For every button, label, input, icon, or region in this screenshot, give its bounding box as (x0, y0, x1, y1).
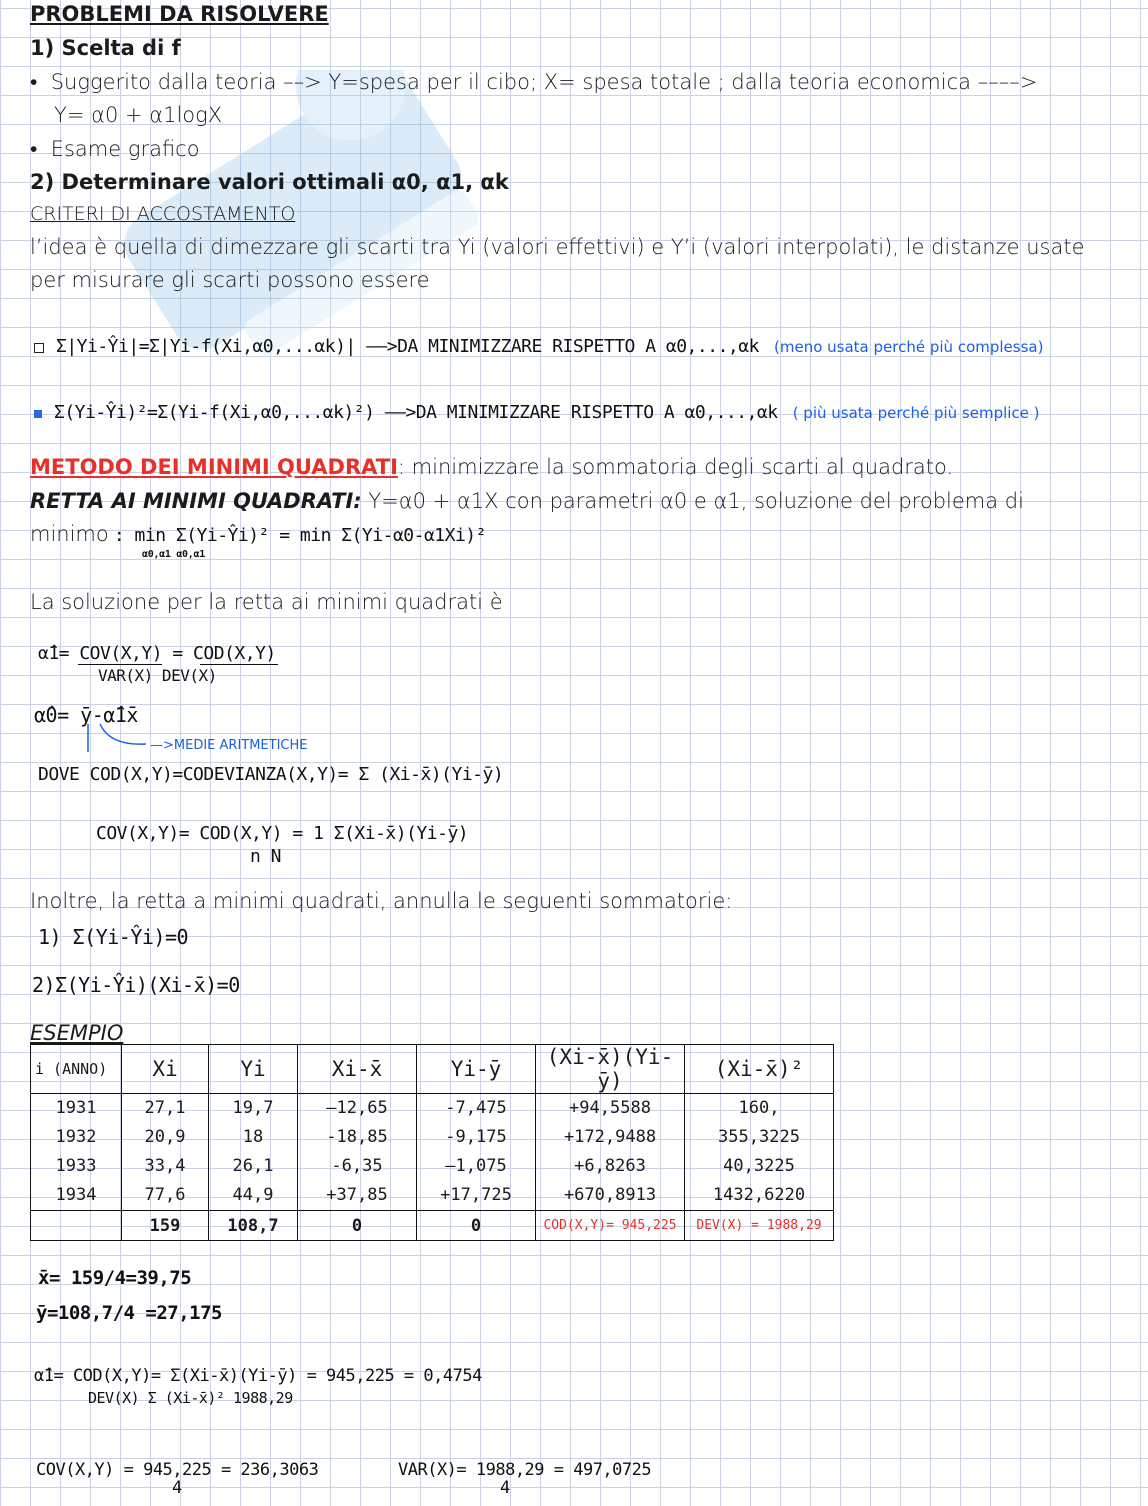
col-header: (Xi-x̄)² (685, 1045, 834, 1094)
cod-total-cell: COD(X,Y)= 945,225 (536, 1211, 685, 1241)
table-cell: +6,8263 (536, 1152, 685, 1181)
col-header: i (ANNO) (31, 1045, 122, 1094)
table-row (31, 1094, 834, 1124)
formula-sq: Σ(Yi-Ŷi)²=Σ(Yi-f(Xi,α0,...αk)²) ——>DA MINIMIZZARE RISPETTO A α0,...,αk (54, 402, 778, 423)
note-abs: (meno usata perché più complessa) (774, 338, 1044, 356)
minimo-subscripts: α0,α1 α0,α1 (142, 549, 205, 560)
bullet-dot-icon: • (30, 70, 38, 94)
cov-formula-bottom: n N (250, 846, 282, 867)
alpha0-formula: α̂0= ȳ-α̂1x̄ (34, 703, 138, 727)
checkbox-empty-icon (34, 343, 44, 353)
table-cell: 1933 (31, 1152, 122, 1181)
criterion-sq-row (34, 402, 1040, 423)
example-table (30, 1044, 834, 1241)
var-calc: VAR(X)= 1988,29 = 497,0725 (398, 1460, 652, 1480)
sum-condition-2: 2)Σ(Yi-Ŷi)(Xi-x̄)=0 (32, 973, 240, 997)
table-row (31, 1181, 834, 1211)
table-row (31, 1123, 834, 1152)
table-cell: 160, (685, 1094, 834, 1124)
table-cell: +17,725 (417, 1181, 536, 1211)
col-header: Xi (122, 1045, 209, 1094)
table-cell: 159 (122, 1211, 209, 1241)
table-cell: 355,3225 (685, 1123, 834, 1152)
table-cell: 0 (417, 1211, 536, 1241)
metodo-label: METODO DEI MINIMI QUADRATI (30, 455, 398, 479)
formula-abs: Σ|Yi-Ŷi|=Σ|Yi-f(Xi,α0,...αk)| ——>DA MINIMIZZARE RISPETTO A α0,...,αk (56, 336, 759, 357)
bullet-suggerito (30, 70, 1037, 95)
criterion-abs-row (34, 336, 1043, 357)
table-cell: 19,7 (209, 1094, 298, 1124)
retta-label: RETTA AI MINIMI QUADRATI: (30, 489, 362, 513)
bullet-esame (30, 137, 200, 162)
table-cell (31, 1211, 122, 1241)
table-cell: 44,9 (209, 1181, 298, 1211)
table-cell: 20,9 (122, 1123, 209, 1152)
cov-calc-denominator: 4 (172, 1478, 182, 1498)
table-cell: +670,8913 (536, 1181, 685, 1211)
checkbox-filled-icon (34, 410, 42, 418)
col-header: (Xi-x̄)(Yi-ȳ) (536, 1045, 685, 1094)
table-cell: –1,075 (417, 1152, 536, 1181)
cov-formula-top: COV(X,Y)= COD(X,Y) = 1 Σ(Xi-x̄)(Yi-ȳ) (96, 823, 469, 844)
page-title: PROBLEMI DA RISOLVERE (30, 2, 329, 26)
fraction-bar (200, 664, 278, 665)
metodo-line (30, 455, 953, 479)
inoltre-text: Inoltre, la retta a minimi quadrati, annulla le seguenti sommatorie: (30, 889, 733, 913)
medie-note: —>MEDIE ARITMETICHE (150, 738, 308, 753)
table-cell: 1934 (31, 1181, 122, 1211)
fraction-bar (78, 664, 162, 665)
idea-line-1: l’idea è quella di dimezzare gli scarti tra Yi (valori effettivi) e Y’i (valori interpolati), le distanze usate (30, 235, 1085, 259)
alpha1-formula-top: α̂1= COV(X,Y) = COD(X,Y) (38, 643, 276, 664)
minimo-line (30, 522, 486, 546)
alpha1-formula-bottom: VAR(X) DEV(X) (98, 666, 217, 685)
col-header: Xi-x̄ (298, 1045, 417, 1094)
col-header: Yi-ȳ (417, 1045, 536, 1094)
table-cell: 77,6 (122, 1181, 209, 1211)
dove-formula: DOVE COD(X,Y)=CODEVIANZA(X,Y)= Σ (Xi-x̄)(Yi-ȳ) (38, 764, 504, 785)
table-cell: -7,475 (417, 1094, 536, 1124)
table-cell: 0 (298, 1211, 417, 1241)
dev-total-cell: DEV(X) = 1988,29 (685, 1211, 834, 1241)
table-cell: -9,175 (417, 1123, 536, 1152)
alpha1-calc-bottom: DEV(X) Σ (Xi-x̄)² 1988,29 (88, 1389, 293, 1407)
table-row (31, 1152, 834, 1181)
ybar-calc: ȳ=108,7/4 =27,175 (36, 1302, 222, 1324)
soluzione-text: La soluzione per la retta ai minimi quadrati è (30, 590, 503, 614)
xbar-calc: x̄= 159/4=39,75 (38, 1267, 192, 1289)
table-cell: 27,1 (122, 1094, 209, 1124)
bullet-text: Suggerito dalla teoria ––> Y=spesa per il cibo; X= spesa totale ; dalla teoria economica ––––> (50, 70, 1038, 94)
table-cell: 1932 (31, 1123, 122, 1152)
bullet-dot-icon: • (30, 137, 38, 161)
table-cell: +172,9488 (536, 1123, 685, 1152)
table-cell: 26,1 (209, 1152, 298, 1181)
var-calc-denominator: 4 (500, 1478, 510, 1498)
retta-text: Y=α0 + α1X con parametri α0 e α1, soluzione del problema di (361, 489, 1024, 513)
section2-heading: 2) Determinare valori ottimali α0, α1, αk (30, 170, 509, 194)
table-cell: 33,4 (122, 1152, 209, 1181)
table-cell: 40,3225 (685, 1152, 834, 1181)
alpha1-calc-top: α̂1= COD(X,Y)= Σ(Xi-x̄)(Yi-ȳ) = 945,225 = 0,4754 (34, 1366, 482, 1386)
table-cell: 1432,6220 (685, 1181, 834, 1211)
sum-condition-1: 1) Σ(Yi-Ŷi)=0 (38, 925, 189, 949)
table-cell: 18 (209, 1123, 298, 1152)
bullet-text: Esame grafico (50, 137, 200, 161)
table-header-row (31, 1045, 834, 1094)
minimo-formula: : min Σ(Yi-Ŷi)² = min Σ(Yi-α0-α1Xi)² (113, 525, 486, 546)
cov-calc: COV(X,Y) = 945,225 = 236,3063 (36, 1460, 319, 1480)
criteri-heading: CRITERI DI ACCOSTAMENTO (30, 203, 296, 225)
table-cell: +37,85 (298, 1181, 417, 1211)
bullet-continuation: Y= α0 + α1logX (54, 103, 223, 127)
table-cell: –12,65 (298, 1094, 417, 1124)
esempio-heading: ESEMPIO (30, 1021, 124, 1045)
table-cell: -6,35 (298, 1152, 417, 1181)
col-header: Yi (209, 1045, 298, 1094)
idea-line-2: per misurare gli scarti possono essere (30, 268, 430, 292)
metodo-text: : minimizzare la sommatoria degli scarti al quadrato. (397, 455, 954, 479)
table-cell: +94,5588 (536, 1094, 685, 1124)
table-cell: 1931 (31, 1094, 122, 1124)
table-total-row (31, 1211, 834, 1241)
retta-line (30, 489, 1024, 513)
table-cell: 108,7 (209, 1211, 298, 1241)
table-cell: -18,85 (298, 1123, 417, 1152)
section1-heading: 1) Scelta di f (30, 36, 181, 60)
note-sq: ( più usata perché più semplice ) (792, 404, 1040, 422)
minimo-label: minimo (30, 522, 109, 546)
